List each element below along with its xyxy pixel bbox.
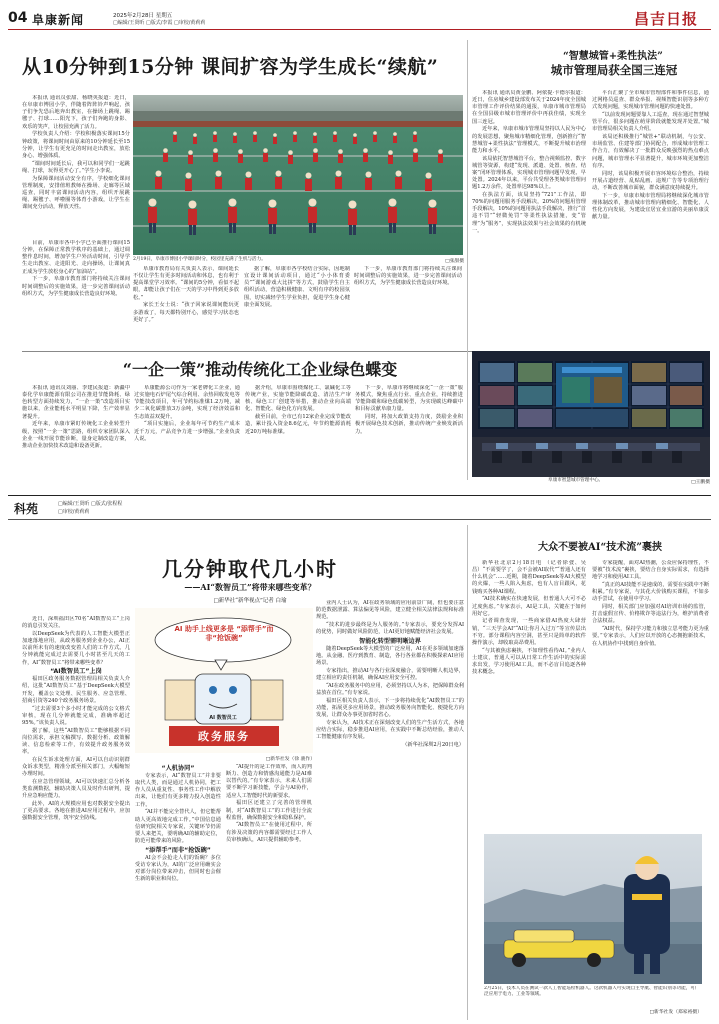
paragraph: 据了解，这些“AI数智员工”能够根据不同岗位需求，承担文稿撰写、数据分析、政策解读、信息检索等工作，有效提升政务服务效率。 [22,727,130,756]
paragraph: 专家认为，AI技术正在深刻改变人们的生产生活方式，各地应结合实际，稳步推进AI应用，在实践中不断总结经验，推动人工智能健康有序发展。 [316,719,464,741]
article5-photo-credit: □新华社发（郑家裕摄） [649,1010,702,1015]
article5-photo-caption: 2月25日，技术人员在测试一款人工智能巡检机器人。这款机器人可实现自主导航、智能识别等功能，可广泛应用于电力、工业等领域。 [484,986,700,997]
article2-photo-credit: □王鹏摄 [691,480,710,485]
article4-byline: □新华社“新华视点”记者 白瑜 [213,598,287,604]
header-rule [8,29,711,30]
article2-photo [472,351,710,477]
article3-column-4 [355,385,463,475]
paragraph: 业内人士认为，AI在政务领域的应用前景广阔，但也要注意防范数据泄露、算法偏见等风险，建立健全相关法律法规和标准规范。 [316,600,464,621]
paragraph: 近年来，阜康市紧盯传统化工企业转型升级，按照“一企一策”思路，组织专家团队深入企业一线开展节能诊断，量身定制改造方案，推动企业加快技术改造和设备更新。 [22,421,130,449]
page-header [8,8,711,28]
article4-column-4 [316,600,464,1014]
paragraph: 同时，将加大政策支持力度，鼓励企业积极开展绿色技术创新，推动传统产业焕发新活力。 [355,414,463,435]
paragraph: “技术的进步最终是为人服务的。”专家表示，要充分发挥AI的优势，同时做好风险防范，让AI更好地赋能经济社会发展。 [316,622,464,636]
article4-illustration [135,608,313,753]
paragraph: 专家指出，推动AI与各行业深度融合，需要明晰人机边界，建立相应的责任机制，确保AI应用安全可控。 [316,668,464,682]
paragraph: “AI时代，保持学习能力和独立思考能力更为重要。”专家表示，人们应以开放的心态拥抱新技术，在人机协作中找到自身价值。 [592,626,709,647]
section2-name: 科苑 [14,502,39,516]
subheading: “AI数智员工”上岗 [50,668,102,676]
paragraph: 同时，该局积极开展市容环境综合整治，持续开展占道经营、乱贴乱画、违规广告等专项治理行动，不断改善城市面貌，群众满意度持续提升。 [592,170,709,191]
article3-column-3 [245,385,351,475]
article1-column-2 [133,266,239,346]
article4-title: 几分钟取代几小时 [162,557,338,581]
article2-column-2 [592,90,709,345]
illustration-sign-text: 政务服务 [198,730,250,743]
paragraph: 据了解，阜康市各学校结合实际，因地制宜设计课间活动项目，通过“小小体育委员”“课间游戏大比拼”等方式，鼓励学生自主组织活动，营造积极健康、文明有序的校园氛围，切实减轻学生学业负担，促进学生身心健康全面发展。 [244,266,350,308]
article5-photo [484,834,702,984]
robot-inspection-image [484,834,702,984]
paragraph: 平台汇聚了全市城市管理部件和事件信息，通过网格员巡查、群众举报、视频智能识别等多种方式发现问题，实现城市管理问题的快速处置。 [592,90,709,111]
article3-title: “一企一策”推动传统化工企业绿色蝶变 [122,360,398,379]
article5-column-2 [592,560,709,828]
column-divider [467,40,468,480]
paragraph: 下一步，阜康市将继续深化“一企一策”服务模式，聚焦重点行业、重点企业，持续推进节能降碳和绿色低碳转型，为实现碳达峰碳中和目标贡献阜康力量。 [355,385,463,413]
paragraph: “真正的AI技能不是速成的，需要在实践中不断积累。”有专家说，与其花大价钱购买课程，不如多动手尝试，在使用中学习。 [592,582,709,603]
article4-column-3 [226,764,312,1014]
subheading: “添帮手”而非“抢饭碗” [145,846,211,854]
paragraph: “AI提升的是工作效率，而人的判断力、创造力和情感沟通能力是AI难以替代的。”有专家表示，未来人们需要不断学习新技能，学会与AI协作，适应人工智能时代的新要求。 [226,764,312,799]
paragraph: 在民生诉求处理方面，AI可以自动识别群众诉求类型，精准分派至相关部门，大幅缩短办理时间。 [22,756,130,778]
paragraph: 以DeepSeek为代表的人工智能大模型正加速落地应用，从政务服务到企业办公，AI正以前所未有的速度改变着人们的工作方式。几分钟就能完成过去需要几小时甚至几天的工作，AI“数智员工”将带来哪些变革？ [22,630,130,666]
paragraph: 下一步，阜康市教育部门将持续关注课间时间调整后的实施效果，进一步完善课间活动组织方式，为学生健康成长营造良好环境。 [354,266,462,287]
paragraph: 近年来，阜康市城市管理局坚持以人民为中心的发展思想，聚焦城市精细化管理，创新推行“智慧城管+柔性执法”管理模式，不断提升城市治理能力和水平。 [472,126,586,154]
paragraph: 近日，深圳福田区70名“AI数智员工”上岗的消息引发关注。 [22,616,130,630]
article1-column-1b [22,240,130,346]
paragraph: 同时，相关部门应加强对AI培训市场的监管，打击虚假宣传、价格欺诈等违法行为，维护消费者合法权益。 [592,604,709,625]
paragraph: 下一步，阜康市教育部门将持续关注课间时间调整后的实施效果，进一步完善课间活动组织方式，为学生健康成长营造良好环境。 [22,276,130,297]
paragraph: 随着DeepSeek等大模型的广泛应用，AI在更多领域加速落地。从金融、医疗到教育、制造，各行各业都在积极探索AI应用场景。 [316,645,464,667]
article1-column-4 [354,266,462,346]
paragraph: 福田区还建立了完善的管理机制，对“AI数智员工”的工作进行全流程监督，确保数据安全和隐私保护。 [226,800,312,821]
paragraph: 目前，阜康市各中小学已全面推行课间15分钟，在保障正常教学秩序的基础上，通过调整作息时间，增加学生户外活动时间，引导学生走出教室、走进阳光、走向操场，让课间真正成为学生放松身心的“加油站”。 [22,240,130,275]
article1-column-3 [244,266,350,346]
subheading: “人机协同” [161,765,195,772]
section2-editors-2: □审校/黄莉莉 [58,509,90,515]
article3-column-2 [134,385,240,475]
header-editors: □编辑/王贤昕 □版式/李霞 □审校/黄莉莉 [113,20,206,26]
paragraph: 专家提醒，面对AI热潮，公众应保持理性，不要被“技术流”裹挟，要结合自身实际需求，有选择地学习和使用AI工具。 [592,560,709,581]
paragraph: 在应急管理领域，AI可以快速汇总分析各类监测数据，辅助决策人员及时作出研判，提升应急响应能力。 [22,778,130,800]
paragraph: “AI技术确实在快速发展，但普通人大可不必过度焦虑。”专家表示，AI是工具，关键在于如何用好它。 [472,596,586,617]
article1-photo-caption: 2月19日，阜康市博园小学课间时分，校园里充满了生机与活力。 [133,257,266,262]
paragraph: “AI并不能完全替代人，但它能帮助人更高效地完成工作。”中国信息通信研究院相关专家说，关键环节仍需要人来把关，要明确AI的辅助定位，防范可能带来的风险。 [135,809,221,844]
paragraph: “与其被焦虑裹挟，不如理性看待AI。”业内人士建议，普通人可以从日常工作生活中的实际需求出发，学习使用AI工具，而不必盲目追逐各种技术概念。 [472,647,586,676]
paragraph: 福田区政务服务数据管理局相关负责人介绍，这批“AI数智员工”基于DeepSeek大模型开发，覆盖公文处理、民生服务、应急管理、招商引资等240个政务服务场景。 [22,676,130,704]
paragraph: 福田区相关负责人表示，下一步将持续优化“AI数智员工”的功能，拓展更多应用场景，推动政务服务向智能化、便捷化方向发展，让群众办事更加省时省心。 [316,697,464,719]
paragraph: 本报讯 通讯员黄金鹏、阿依提·卡德尔报道：近日，住房城乡建设部发布关于2024年度全国城市管理工作评价结果的通报，阜康市城市管理局在全国县级市城市管理评价中再获佳绩，实现全国三连冠。 [472,90,586,125]
control-center-image [472,351,710,477]
section2-top-rule [8,495,711,496]
paragraph: “过去需要3个多小时才能完成的公文格式审核，现在几分钟就能完成，准确率超过95%。”该负责人说。 [22,705,130,726]
illustration-bubble-text: AI 助手上线更多是 “添帮手”而非“抢饭碗” [174,625,274,642]
column-divider [467,525,468,1020]
article4-column-1 [22,616,130,1014]
article4-column-2 [135,764,221,1014]
paragraph: 据介绍，阜康市围绕煤化工、氯碱化工等传统产业，实施节能降碳改造、清洁生产审核、绿色工厂创建等举措，推动企业向高端化、智能化、绿色化方向发展。 [245,385,351,413]
page-number: 04 [8,10,28,26]
paragraph: 阜康市教育局有关负责人表示，课间延长不仅让学生有更多时间活动和休息，也有利于提高课堂学习效率。“课间的5分钟，看似不起眼，却能让孩子们在一天的学习中得到更多放松。” [133,266,239,301]
paragraph: 该局还积极推行“城管+”联动机制，与公安、市场监管、住建等部门协同配合，形成城市管理工作合力，有效解决了一批群众反映强烈的热点难点问题，城市管理水平显著提升，城市环境更加整洁有序。 [592,134,709,169]
paragraph: 专家表示，AI“数智员工”并非要取代人类，而是通过人机协同，把工作人员从重复性、事务性工作中解放出来，让他们有更多精力投入创造性工作。 [135,773,221,808]
paragraph: 记者调查发现，一些商家借AI热度大肆营销，“三天学会AI”“AI让你月入过万”等宣传层出不穷。部分课程内容空洞，甚至只是简单的软件操作演示，却收取高昂费用。 [472,618,586,646]
paragraph: AI会不会抢走人们的饭碗？多位受访专家认为，AI的广泛应用确实会对部分岗位带来冲击，但同时也会催生新的职业和岗位。 [135,854,221,883]
illustration-badge-text: AI 数智员工 [209,715,237,721]
article2-title: 城市管理局获全国三连冠 [550,63,678,77]
paragraph: 下一步，阜康市城市管理局将继续深化城市管理体制改革，推动城市管理向精细化、智能化、人性化方向发展，为建设宜居宜业宜游的美丽阜康贡献力量。 [592,192,709,221]
section2-editors-1: □编辑/王贤昕 □版式/张程程 [58,501,123,507]
paragraph: 家长王女士说：“孩子回家说课间能玩更多游戏了，每天都特别开心，感觉学习状态也更好了。” [133,302,239,323]
paragraph: 在执法方面，该局坚持“721”工作法，即70%的问题用服务手段解决，20%的问题用管理手段解决，10%的问题用执法手段解决，推行“首违不罚”“轻微免罚”等柔性执法措施，变“管理”为“服务”，实现执法效果与社会效果的有机统一。 [472,191,586,234]
newspaper-logo: 昌吉日报 [634,10,699,28]
article4-subtitle: ——AI“数智员工”将带来哪些变革？ [184,582,316,592]
paragraph: 新华社北京2月18日电 （记者徐弢、吴昌）“不需要学了，会不会被AI取代”“普通人还有什么机会”……近期，随着DeepSeek等AI大模型的火爆，一些人陷入焦虑，也有人盲目跟风，花钱购买各种AI课程。 [472,560,586,595]
paragraph: 本报讯 通讯员刘丽、李建民报道：新疆中泰化学阜康能源有限公司在推进节能降耗、绿色转型方面持续发力，“一企一策”改造项目实施以来，企业能耗水平明显下降，生产效率显著提升。 [22,385,130,420]
paragraph: 截至目前，全市已有12家企业完成节能改造，累计投入资金8.6亿元，年节约能源消耗近20万吨标准煤。 [245,414,351,435]
article1-title: 从10分钟到15分钟 课间扩容为学生成长“续航” [22,56,439,78]
students-playground-image [133,95,463,255]
section-name: 阜康新闻 [32,13,85,27]
subheading: 智能化转型需明晰边界 [359,637,421,645]
section2-under-rule [8,519,711,520]
article5-title: 大众不要被AI“技术流”裹挟 [538,542,662,553]
paragraph: “课间时间延长后，我可以和同学们一起跳绳、打球，玩得更开心了。”学生小李说。 [22,160,130,174]
article2-kicker: “智慧城管+柔性执法” [563,51,663,62]
paragraph: “AI数智员工”在使用过程中，所有涉及决策的内容都需要经过工作人员审核确认，AI只提供辅助参考。 [226,822,312,843]
article1-photo-credit: □张甜摄 [445,259,464,264]
paragraph: “以前发现问题要靠人工巡查，现在通过智慧城管平台，很多问题在萌芽阶段就能发现并处置。”城市管理局相关负责人介绍。 [592,112,709,133]
paragraph: 学校负责人介绍：学校积极落实课间15分钟政策，将课间时间由原来的10分钟延长至15分钟，让学生有更充足的时间走出教室，放松身心、增强体质。 [22,131,130,159]
header-date: 2025年2月28日 星期五 [113,13,173,19]
paragraph: 此外，AI的大规模应用也对数据安全提出了更高要求。各地在推进AI应用过程中，应加强数据安全管理，筑牢安全防线。 [22,800,130,822]
article2-column-1 [472,90,586,345]
paragraph: 为保障课间活动安全有序，学校细化课间管理制度，安排值班教师在操场、走廊等区域巡查，同时丰富课间活动内容，组织开展跳绳、踢毽子、呼啦圈等体育小游戏，让学生在课间充分活动，释放天性。 [22,175,130,211]
article2-photo-caption: 阜康市智慧城市管理中心。 [548,478,604,483]
paragraph: “项目实施后，企业每年可节约生产成本近千万元，产品竞争力进一步增强。”企业负责人说。 [134,421,240,442]
article5-column-1 [472,560,586,828]
article3-column-1 [22,385,130,475]
paragraph: “AI在政务服务中的应用，必须坚持以人为本，把保障群众利益放在首位。”有专家说。 [316,682,464,697]
article1-photo [133,95,463,255]
paragraph: （新华社深圳2月20日电） [402,741,464,748]
paragraph: 该局依托智慧城管平台，整合视频监控、数字城管等资源，构建“发现、派遣、处置、核查、结案”闭环管理体系，实现城市管理问题早发现、早处置。2024年以来，平台共受理各类城市管理问题1.2万余件，处置率达98%以上。 [472,155,586,191]
paragraph: 本报讯 通讯员张甜、杨晓英报道：近日，在阜康市博园小学，伴随着阵阵铃声响起，孩子们争先恐后地奔出教室，在操场上跳绳、踢毽子、打球……阳光下，孩子们奔跑的身影、欢乐的笑声，让校园充满了活力。 [22,95,130,130]
paragraph: 阜康能源公司作为一家老牌化工企业，通过实施电石炉尾气综合利用、余热回收发电等节能技改项目，年可节约标准煤1.2万吨，减少二氧化碳排放3万余吨，实现了经济效益和生态效益双提升。 [134,385,240,420]
article4-illustration-credit: □新华社发（徐 骏作） [265,757,315,762]
